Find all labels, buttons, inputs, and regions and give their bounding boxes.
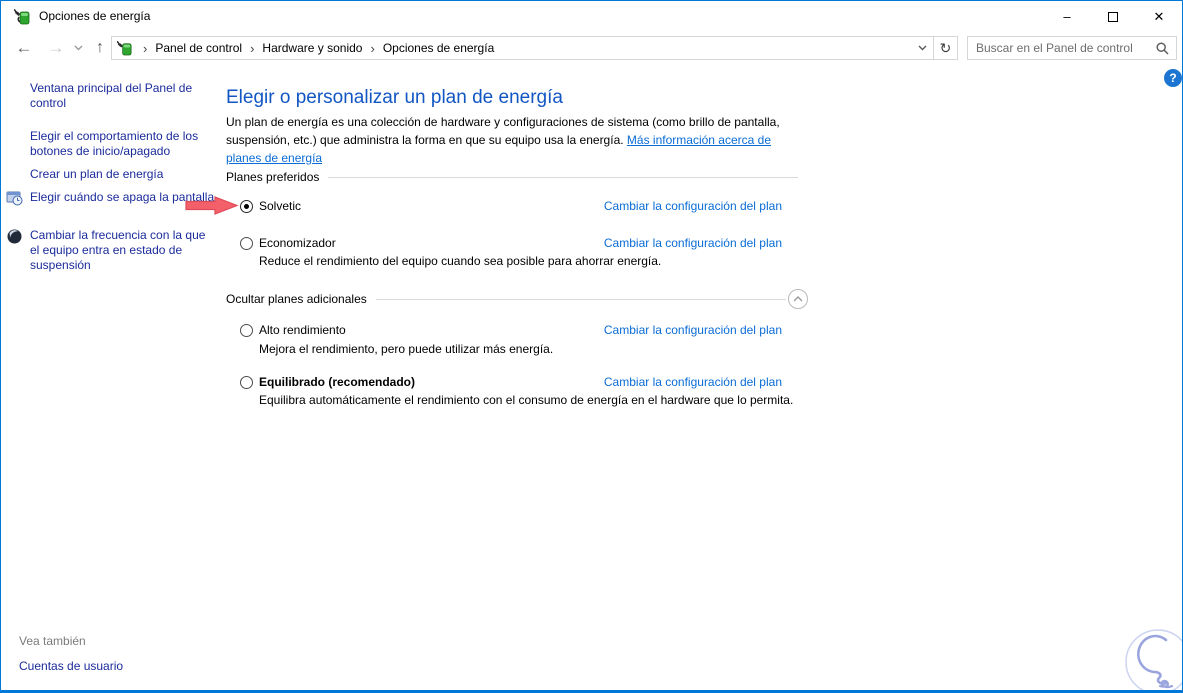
breadcrumb-separator: › [143,40,148,56]
search-box [967,36,1177,60]
help-icon: ? [1169,71,1177,85]
chevron-down-icon [74,45,83,51]
sidebar-item-comportamiento-botones[interactable]: Elegir el comportamiento de los botones de inicio/apagado [30,129,199,158]
forward-icon: → [47,37,65,57]
plan-row-equilibrado [240,374,782,390]
plan-name-equilibrado[interactable]: Equilibrado (recomendado) [259,375,416,389]
chevron-down-icon [918,45,927,51]
change-plan-settings-link-economizador[interactable]: Cambiar la configuración del plan [603,236,782,250]
see-also-header: Vea también [19,634,86,648]
sidebar-item-frecuencia-suspension[interactable]: Cambiar la frecuencia con la que el equipo entra en estado de suspensión [30,228,206,272]
refresh-icon: ↻ [939,39,952,56]
maximize-icon [1108,12,1118,22]
solvetic-logo-watermark [1116,628,1183,693]
more-info-link[interactable]: Más información acerca de planes de energía [226,133,771,165]
search-input[interactable] [968,41,1156,55]
maximize-button[interactable] [1090,1,1136,32]
help-button[interactable] [1164,69,1182,87]
close-button[interactable] [1136,1,1182,32]
breadcrumb-separator: › [370,40,375,56]
back-button[interactable] [9,33,39,62]
sidebar-item-ventana-principal[interactable]: Ventana principal del Panel de control [30,81,193,110]
search-icon[interactable] [1156,42,1169,55]
section-label: Planes preferidos [226,170,320,184]
intro-text: Un plan de energía es una colección de hardware y configuraciones de sistema (como brillo de pantalla, suspensión, etc.) que administra la forma en que su equipo usa la energía. [226,115,780,147]
chevron-up-icon [793,296,803,302]
plan-row-economizador [240,235,782,251]
forward-button[interactable] [41,33,71,62]
change-plan-settings-link-solvetic[interactable]: Cambiar la configuración del plan [603,199,782,213]
section-label: Ocultar planes adicionales [226,292,367,306]
back-icon: ← [15,37,33,57]
section-ocultar-planes [226,291,808,307]
plan-name-alto-rendimiento[interactable]: Alto rendimiento [259,323,346,337]
breadcrumb-item-hardware-y-sonido[interactable]: Hardware y sonido [262,41,363,55]
change-plan-settings-link-equilibrado[interactable]: Cambiar la configuración del plan [603,375,782,389]
section-divider [376,299,786,300]
up-icon: ↑ [96,38,104,56]
plan-name-solvetic[interactable]: Solvetic [259,199,302,213]
address-dropdown-button[interactable] [911,37,933,59]
sidebar-item-crear-plan[interactable]: Crear un plan de energía [30,167,164,181]
breadcrumb-item-panel-de-control[interactable]: Panel de control [155,41,243,55]
radio-alto-rendimiento[interactable] [240,324,253,337]
sidebar-item-apagar-pantalla[interactable]: Elegir cuándo se apaga la pantalla [30,190,215,204]
close-icon: ✕ [1153,8,1165,24]
sphere-icon [6,228,23,245]
section-planes-preferidos [226,169,798,185]
breadcrumb-item-opciones-de-energia[interactable]: Opciones de energía [382,41,495,55]
plan-description-equilibrado: Equilibra automáticamente el rendimiento con el consumo de energía en el hardware que lo permita. [259,393,794,407]
navigation-toolbar [1,33,1182,62]
window-title: Opciones de energía [39,9,151,23]
address-bar-buttons [911,37,957,59]
minimize-button[interactable] [1044,1,1090,32]
plan-name-economizador[interactable]: Economizador [259,236,336,250]
display-clock-icon [6,190,23,207]
intro-paragraph [226,113,804,167]
change-plan-settings-link-alto-rendimiento[interactable]: Cambiar la configuración del plan [603,323,782,337]
page-title: Elegir o personalizar un plan de energía [226,87,563,108]
power-options-icon-small [117,40,133,56]
plan-row-solvetic [240,198,782,214]
radio-economizador[interactable] [240,237,253,250]
history-dropdown-button[interactable] [71,33,85,62]
up-button[interactable] [87,33,113,62]
sidebar-item-cuentas-de-usuario[interactable]: Cuentas de usuario [19,659,124,673]
plan-description-economizador: Reduce el rendimiento del equipo cuando sea posible para ahorrar energía. [259,254,662,268]
plan-row-alto-rendimiento [240,322,782,338]
radio-equilibrado[interactable] [240,376,253,389]
radio-solvetic[interactable] [240,200,253,213]
section-divider [328,177,798,178]
title-bar [1,1,1182,32]
power-options-icon [14,8,31,25]
annotation-arrow [185,196,239,215]
breadcrumb-separator: › [250,40,255,56]
plan-description-alto-rendimiento: Mejora el rendimiento, pero puede utilizar más energía. [259,342,554,356]
collapse-plans-button[interactable] [788,289,808,309]
address-bar[interactable] [111,36,958,60]
minimize-icon: – [1063,9,1071,24]
refresh-button[interactable] [933,37,957,59]
window-controls [1044,1,1182,32]
